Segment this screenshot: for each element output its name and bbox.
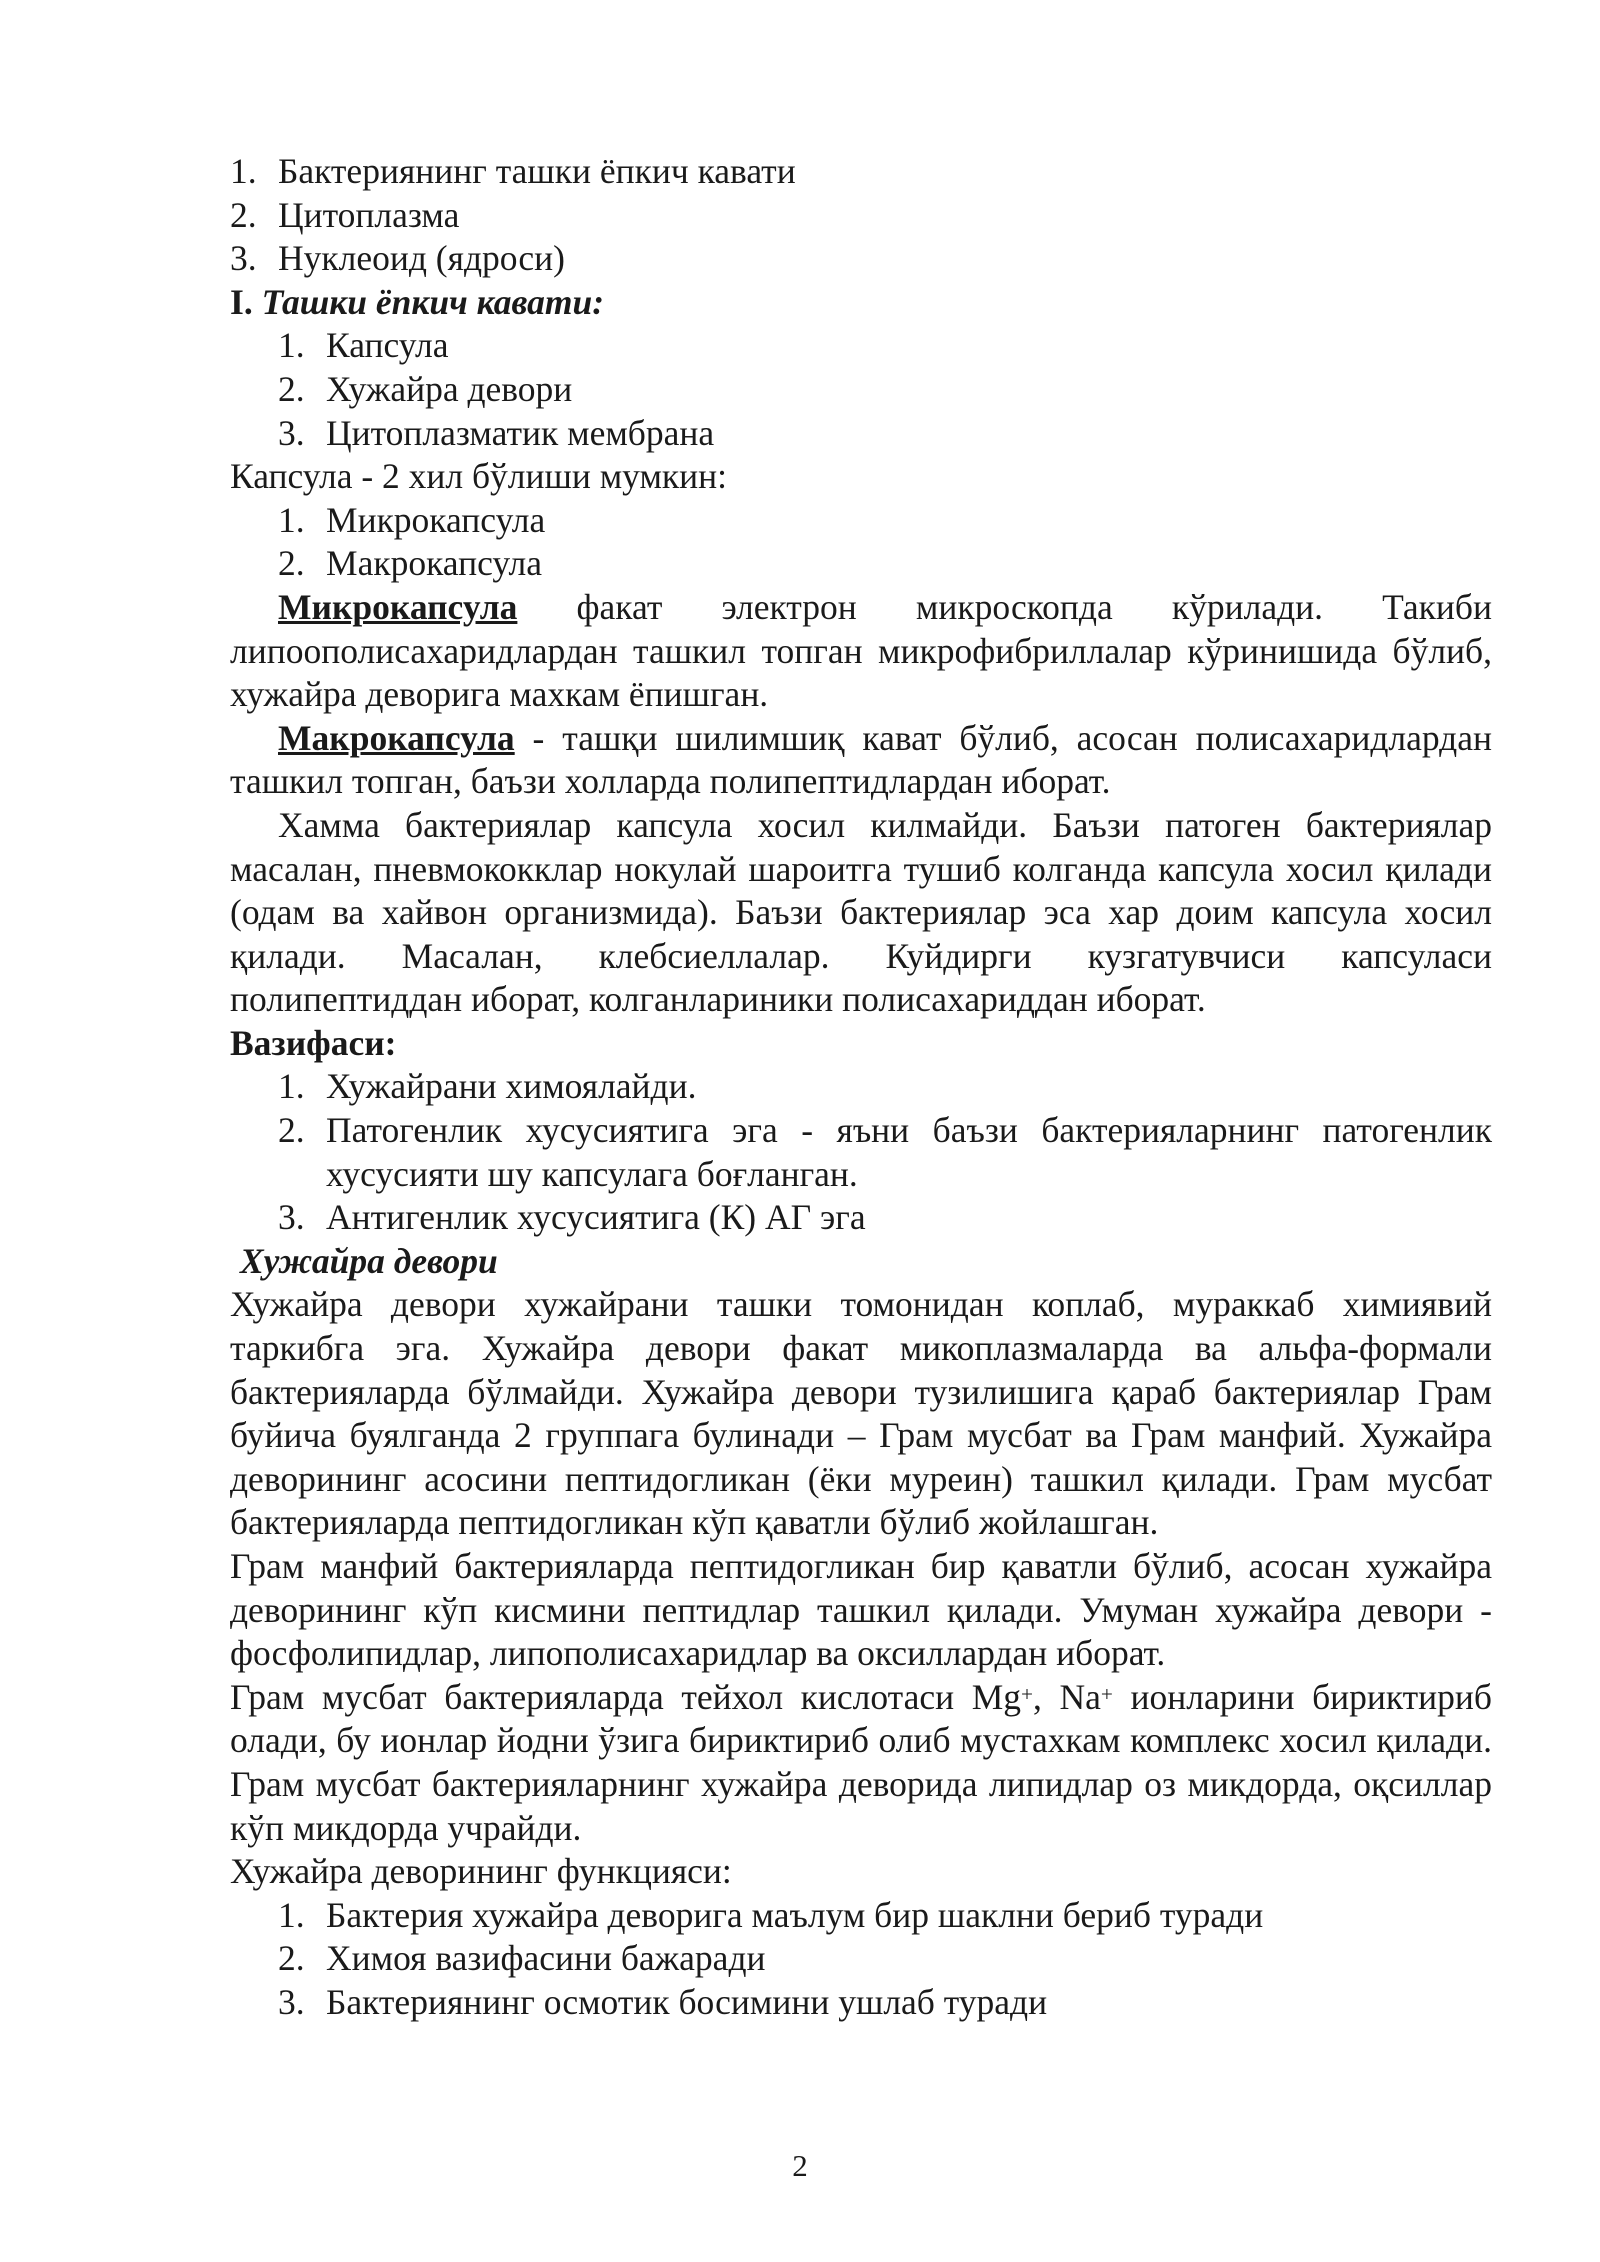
list-item: 1. Бактерия хужайра деворига маълум бир шаклни бериб туради [278,1894,1264,1935]
list-item: 2. Патогенлик хусусиятига эга - яъни баъзи бактерияларнинг патогенлик хусусияти шу капсулага боғланган. [278,1110,1492,1194]
list-item: 3. Бактериянинг осмотик босимини ушлаб туради [278,1981,1048,2022]
list-item: 1. Бактериянинг ташки ёпкич кавати [230,151,796,191]
macrocapsule-paragraph: Макрокапсула - ташқи шилимшиқ кават бўлиб, асосан полисахаридлардан ташкил топган, баъзи холларда полипептидлардан иборат. [230,717,1492,802]
capsule-formation-paragraph: Хамма бактериялар капсула хосил килмайди. Баъзи патоген бактериялар масалан, пневмококклар нокулай шароитга тушиб колганда капсула хосил қилади (одам ва хайвон организмида). Баъзи бактериялар эса хар доим капсула хосил қилади. Масалан, клебсиеллалар. Куйдирги кузгатувчиси капсуласи полипептиддан иборат, колганлариники полисахариддан иборат. [230,804,1492,1020]
capsule-function-list [230,1065,1492,1239]
microcapsule-paragraph: Микрокапсула факат электрон микроскопда кўрилади. Такиби липоополисахаридлардан ташкил топган микрофибриллалар кўринишида бўлиб, хужайра деворига махкам ёпишган. [230,586,1492,715]
list-item: 3. Цитоплазматик мембрана [278,412,715,453]
list-item: 3. Антигенлик хусусиятига (К) АГ эга [278,1197,866,1238]
document-page [230,150,1492,2025]
outer-layer-list [230,324,1492,455]
cell-wall-heading: Хужайра девори [240,1240,498,1281]
cell-wall-paragraph-2: Грам манфий бактерияларда пептидогликан бир қаватли бўлиб, асосан хужайра деворининг кўп кисмини пептидлар ташкил қилади. Умуман хужайра девори - фосфолипидлар, липополисахаридлар ва оксиллардан иборат. [230,1546,1492,1674]
cell-wall-paragraph-3: Грам мусбат бактерияларда тейхол кислотаси Mg+, Na+ ионларини бириктириб олади, бу ионлар йодни ўзига бириктириб олиб мустахкам комплекс хосил қилади. Грам мусбат бактерияларнинг хужайра деворида липидлар оз микдорда, оқсиллар кўп микдорда учрайди. [230,1676,1492,1848]
list-item: 1. Капсула [278,325,449,366]
list-item: 1. Микрокапсула [278,499,546,540]
list-item: 3. Нуклеоид (ядроси) [230,238,565,279]
capsule-types-list [230,499,1492,586]
page-number: 2 [792,2148,808,2183]
capsule-intro: Капсула - 2 хил бўлиши мумкин: [230,456,728,497]
list-item: 2. Химоя вазифасини бажаради [278,1938,766,1979]
list-item: 2. Цитоплазма [230,194,460,235]
wall-function-intro: Хужайра деворининг функцияси: [230,1851,732,1892]
function-heading: Вазифаси: [230,1022,397,1063]
list-item: 2. Макрокапсула [278,543,543,584]
wall-function-list [230,1894,1492,2025]
cell-wall-paragraph-1: Хужайра девори хужайрани ташки томонидан коплаб, мураккаб химиявий таркибга эга. Хужайра девори факат микоплазмаларда ва альфа-формали бактерияларда бўлмайди. Хужайра девори тузилишига қараб бактериялар Грам буйича буялганда 2 группага булинади – Грам мусбат ва Грам манфий. Хужайра деворининг асосини пептидогликан (ёки муреин) ташкил қилади. Грам мусбат бактерияларда пептидогликан кўп қаватли бўлиб жойлашган. [230,1284,1492,1543]
section-heading-outer-layer: I. Ташки ёпкич кавати: [230,281,605,322]
list-item: 1. Хужайрани химоялайди. [278,1066,697,1107]
main-structure-list [230,150,1492,281]
list-item: 2. Хужайра девори [278,368,573,409]
